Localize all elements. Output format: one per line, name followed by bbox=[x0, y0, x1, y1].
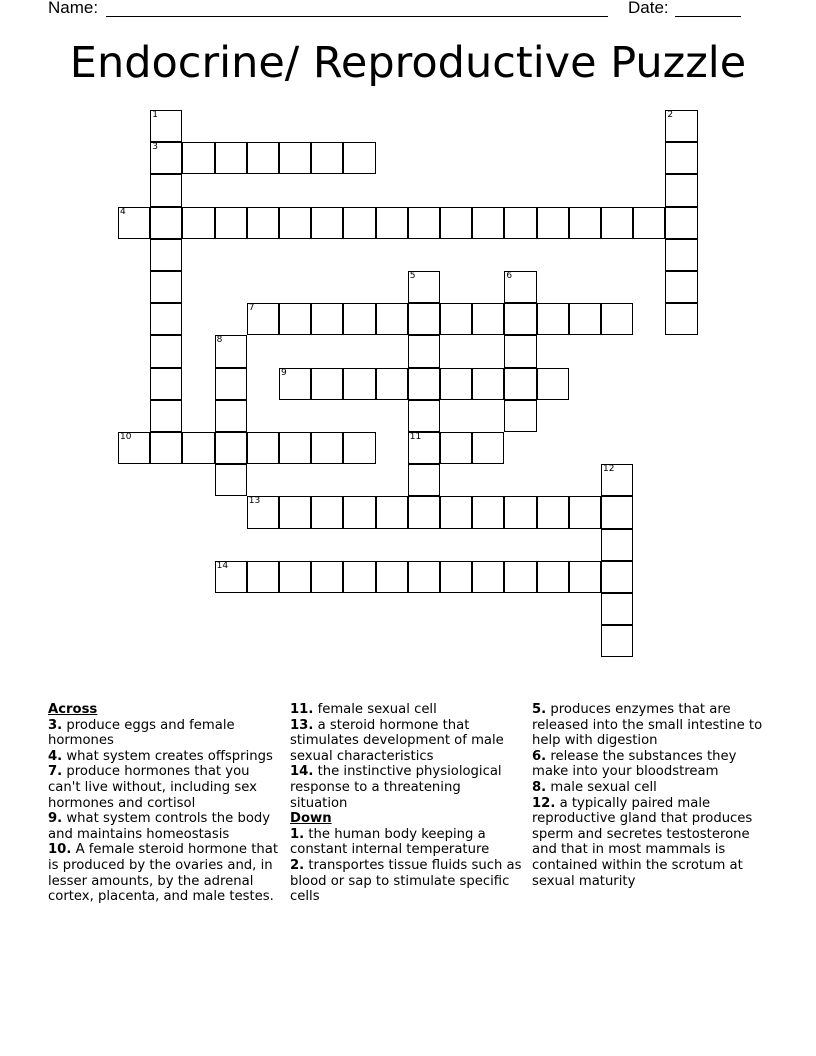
crossword-cell[interactable] bbox=[665, 110, 697, 142]
crossword-cell[interactable] bbox=[182, 142, 214, 174]
clue-item bbox=[532, 796, 768, 890]
crossword-cell[interactable] bbox=[504, 496, 536, 528]
crossword-cell[interactable] bbox=[537, 496, 569, 528]
crossword-cell[interactable] bbox=[408, 271, 440, 303]
crossword-cell[interactable] bbox=[408, 496, 440, 528]
clue-item bbox=[48, 811, 280, 842]
crossword-cell[interactable] bbox=[311, 368, 343, 400]
crossword-cell[interactable] bbox=[601, 561, 633, 593]
crossword-cell[interactable] bbox=[504, 400, 536, 432]
crossword-cell[interactable] bbox=[376, 207, 408, 239]
clue-item-text: a steroid hormone that stimulates development of male sexual characteristics bbox=[290, 717, 504, 764]
crossword-cell[interactable] bbox=[311, 561, 343, 593]
crossword-cell[interactable] bbox=[504, 271, 536, 303]
crossword-cell[interactable] bbox=[665, 303, 697, 335]
crossword-cell[interactable] bbox=[537, 303, 569, 335]
clue-number: 8 bbox=[216, 335, 223, 346]
crossword-cell[interactable] bbox=[279, 561, 311, 593]
crossword-cell[interactable] bbox=[408, 464, 440, 496]
crossword-cell[interactable] bbox=[215, 400, 247, 432]
crossword-cell[interactable] bbox=[601, 464, 633, 496]
crossword-cell[interactable] bbox=[247, 303, 279, 335]
crossword-cell[interactable] bbox=[601, 496, 633, 528]
clue-item-text: A female steroid hormone that is produced by the ovaries and, in lesser amounts, by the adrenal cortex, placenta, and male testes. bbox=[48, 842, 278, 905]
clue-item-number: 2. bbox=[290, 857, 305, 873]
crossword-cell[interactable] bbox=[215, 142, 247, 174]
crossword-cell[interactable] bbox=[665, 271, 697, 303]
crossword-cell[interactable] bbox=[472, 368, 504, 400]
clue-item-number: 14. bbox=[290, 764, 314, 780]
crossword-cell[interactable] bbox=[279, 496, 311, 528]
clue-item-number: 8. bbox=[532, 779, 547, 795]
crossword-cell[interactable] bbox=[601, 303, 633, 335]
crossword-cell[interactable] bbox=[504, 335, 536, 367]
clue-number: 6 bbox=[506, 271, 513, 281]
clue-number: 9 bbox=[281, 367, 287, 378]
crossword-cell[interactable] bbox=[150, 142, 182, 174]
crossword-cell[interactable] bbox=[118, 432, 150, 464]
crossword-cell[interactable] bbox=[440, 561, 472, 593]
clue-item-number: 7. bbox=[48, 764, 63, 780]
clue-item-number: 3. bbox=[48, 717, 63, 733]
clue-item-number: 10. bbox=[48, 842, 72, 858]
crossword-cell[interactable] bbox=[472, 432, 504, 464]
crossword-cell[interactable] bbox=[150, 271, 182, 303]
clue-item-text: the human body keeping a constant internal temperature bbox=[290, 826, 490, 858]
crossword-cell[interactable] bbox=[343, 142, 375, 174]
crossword-cell[interactable] bbox=[408, 207, 440, 239]
crossword-cell[interactable] bbox=[343, 207, 375, 239]
crossword-cell[interactable] bbox=[376, 496, 408, 528]
crossword-cell[interactable] bbox=[279, 207, 311, 239]
crossword-cell[interactable] bbox=[311, 496, 343, 528]
clue-number: 13 bbox=[248, 496, 261, 507]
crossword-cell[interactable] bbox=[440, 207, 472, 239]
clue-item-text: produce hormones that you can't live without, including sex hormones and cortisol bbox=[48, 764, 257, 811]
crossword-cell[interactable] bbox=[343, 432, 375, 464]
clue-item bbox=[48, 749, 280, 765]
clues-column-2 bbox=[290, 702, 522, 905]
crossword-cell[interactable] bbox=[150, 368, 182, 400]
clue-number: 12 bbox=[603, 464, 615, 475]
crossword-cell[interactable] bbox=[569, 207, 601, 239]
clue-number: 4 bbox=[120, 206, 126, 217]
crossword-cell[interactable] bbox=[150, 174, 182, 206]
crossword-cell[interactable] bbox=[376, 303, 408, 335]
crossword-cell[interactable] bbox=[311, 142, 343, 174]
crossword-cell[interactable] bbox=[215, 335, 247, 367]
clue-number: 10 bbox=[120, 432, 132, 442]
clue-item bbox=[290, 827, 522, 858]
crossword-cell[interactable] bbox=[665, 174, 697, 206]
crossword-cell[interactable] bbox=[279, 432, 311, 464]
crossword-cell[interactable] bbox=[150, 400, 182, 432]
clue-number: 1 bbox=[152, 110, 158, 120]
crossword-cell[interactable] bbox=[440, 303, 472, 335]
crossword-cell[interactable] bbox=[537, 561, 569, 593]
crossword-cell[interactable] bbox=[215, 464, 247, 496]
crossword-cell[interactable] bbox=[150, 335, 182, 367]
clue-item-text: release the substances they make into your bloodstream bbox=[532, 748, 737, 780]
crossword-cell[interactable] bbox=[311, 432, 343, 464]
crossword-cell[interactable] bbox=[343, 368, 375, 400]
clue-item-text: produce eggs and female hormones bbox=[48, 717, 235, 749]
crossword-cell[interactable] bbox=[247, 561, 279, 593]
clue-number: 14 bbox=[216, 560, 229, 571]
clues-column-1 bbox=[48, 702, 280, 905]
clue-number: 7 bbox=[248, 303, 255, 314]
crossword-cell[interactable] bbox=[472, 496, 504, 528]
crossword-cell[interactable] bbox=[472, 303, 504, 335]
crossword-cell[interactable] bbox=[408, 400, 440, 432]
crossword-cell[interactable] bbox=[665, 142, 697, 174]
crossword-cell[interactable] bbox=[408, 335, 440, 367]
crossword-cell[interactable] bbox=[569, 561, 601, 593]
crossword-cell[interactable] bbox=[569, 303, 601, 335]
crossword-cell[interactable] bbox=[408, 368, 440, 400]
crossword-cell[interactable] bbox=[311, 207, 343, 239]
crossword-cell[interactable] bbox=[472, 207, 504, 239]
clue-item-number: 5. bbox=[532, 702, 547, 717]
clue-item bbox=[532, 702, 768, 749]
clue-item-number: 13. bbox=[290, 717, 314, 733]
crossword-cell[interactable] bbox=[343, 303, 375, 335]
clue-item bbox=[48, 842, 280, 904]
crossword-cell[interactable] bbox=[182, 432, 214, 464]
clue-item-text: male sexual cell bbox=[546, 779, 657, 795]
date-label: Date: bbox=[628, 0, 669, 17]
clue-heading: Down bbox=[290, 811, 332, 827]
page-title: Endocrine/ Reproductive Puzzle bbox=[69, 38, 747, 88]
clue-item bbox=[290, 702, 522, 718]
crossword-cell[interactable] bbox=[376, 561, 408, 593]
crossword-cell[interactable] bbox=[376, 368, 408, 400]
clue-item-text: female sexual cell bbox=[313, 702, 437, 717]
clue-item bbox=[290, 858, 522, 905]
clues-column-3 bbox=[532, 702, 768, 889]
crossword-cell[interactable] bbox=[408, 303, 440, 335]
clue-item-number: 11. bbox=[290, 702, 314, 717]
crossword-cell[interactable] bbox=[247, 496, 279, 528]
crossword-cell[interactable] bbox=[343, 496, 375, 528]
crossword-cell[interactable] bbox=[150, 303, 182, 335]
crossword-cell[interactable] bbox=[150, 207, 182, 239]
crossword-cell[interactable] bbox=[150, 432, 182, 464]
crossword-cell[interactable] bbox=[215, 432, 247, 464]
clue-item-number: 12. bbox=[532, 795, 556, 811]
clue-number: 3 bbox=[152, 142, 158, 153]
crossword-cell[interactable] bbox=[279, 368, 311, 400]
crossword-cell[interactable] bbox=[440, 368, 472, 400]
crossword-cell[interactable] bbox=[665, 207, 697, 239]
crossword-cell[interactable] bbox=[537, 207, 569, 239]
crossword-cell[interactable] bbox=[408, 432, 440, 464]
clue-item-text: what system controls the body and maintains homeostasis bbox=[48, 811, 271, 842]
crossword-cell[interactable] bbox=[343, 561, 375, 593]
crossword-cell[interactable] bbox=[279, 303, 311, 335]
crossword-cell[interactable] bbox=[440, 432, 472, 464]
clue-item bbox=[532, 780, 768, 796]
crossword-cell[interactable] bbox=[440, 496, 472, 528]
clue-number: 5 bbox=[409, 271, 416, 281]
clue-item bbox=[290, 764, 522, 811]
crossword-cell[interactable] bbox=[504, 561, 536, 593]
clue-item-text: the instinctive physiological response to a threatening situation bbox=[290, 764, 502, 811]
crossword-cell[interactable] bbox=[633, 207, 665, 239]
crossword-cell[interactable] bbox=[408, 561, 440, 593]
clue-item bbox=[48, 718, 280, 749]
clue-heading: Across bbox=[48, 702, 98, 717]
clue-item-number: 4. bbox=[48, 748, 63, 764]
crossword-cell[interactable] bbox=[665, 239, 697, 271]
clue-item-text: produces enzymes that are released into the small intestine to help with digestion bbox=[532, 702, 763, 749]
crossword-cell[interactable] bbox=[504, 368, 536, 400]
crossword-cell[interactable] bbox=[247, 207, 279, 239]
crossword-cell[interactable] bbox=[215, 368, 247, 400]
clue-number: 2 bbox=[667, 110, 674, 120]
crossword-cell[interactable] bbox=[118, 207, 150, 239]
crossword-cell[interactable] bbox=[215, 207, 247, 239]
crossword-cell[interactable] bbox=[150, 110, 182, 142]
crossword-cell[interactable] bbox=[279, 142, 311, 174]
clue-item-number: 1. bbox=[290, 826, 305, 842]
clue-item-number: 9. bbox=[48, 811, 63, 827]
crossword-cell[interactable] bbox=[182, 207, 214, 239]
clue-item bbox=[290, 718, 522, 765]
clue-item-text: a typically paired male reproductive gland that produces sperm and secretes testosterone and that in most mammals is contained within the scrotum at sexual maturity bbox=[532, 795, 753, 889]
clue-item-text: transportes tissue fluids such as blood or sap to stimulate specific cells bbox=[290, 857, 522, 905]
crossword-cell[interactable] bbox=[601, 207, 633, 239]
crossword-cell[interactable] bbox=[472, 561, 504, 593]
crossword-cell[interactable] bbox=[537, 368, 569, 400]
crossword-cell[interactable] bbox=[311, 303, 343, 335]
crossword-cell[interactable] bbox=[215, 561, 247, 593]
crossword-cell[interactable] bbox=[504, 207, 536, 239]
name-label: Name: bbox=[48, 0, 99, 17]
crossword-cell[interactable] bbox=[247, 142, 279, 174]
clue-item bbox=[532, 749, 768, 780]
crossword-cell[interactable] bbox=[504, 303, 536, 335]
clue-item bbox=[48, 764, 280, 811]
crossword-cell[interactable] bbox=[569, 496, 601, 528]
clue-item-text: what system creates offsprings bbox=[62, 748, 273, 764]
crossword-cell[interactable] bbox=[601, 625, 633, 657]
crossword-cell[interactable] bbox=[150, 239, 182, 271]
clue-number: 11 bbox=[409, 432, 422, 442]
crossword-cell[interactable] bbox=[601, 529, 633, 561]
crossword-cell[interactable] bbox=[601, 593, 633, 625]
crossword-cell[interactable] bbox=[247, 432, 279, 464]
clue-item-number: 6. bbox=[532, 748, 547, 764]
